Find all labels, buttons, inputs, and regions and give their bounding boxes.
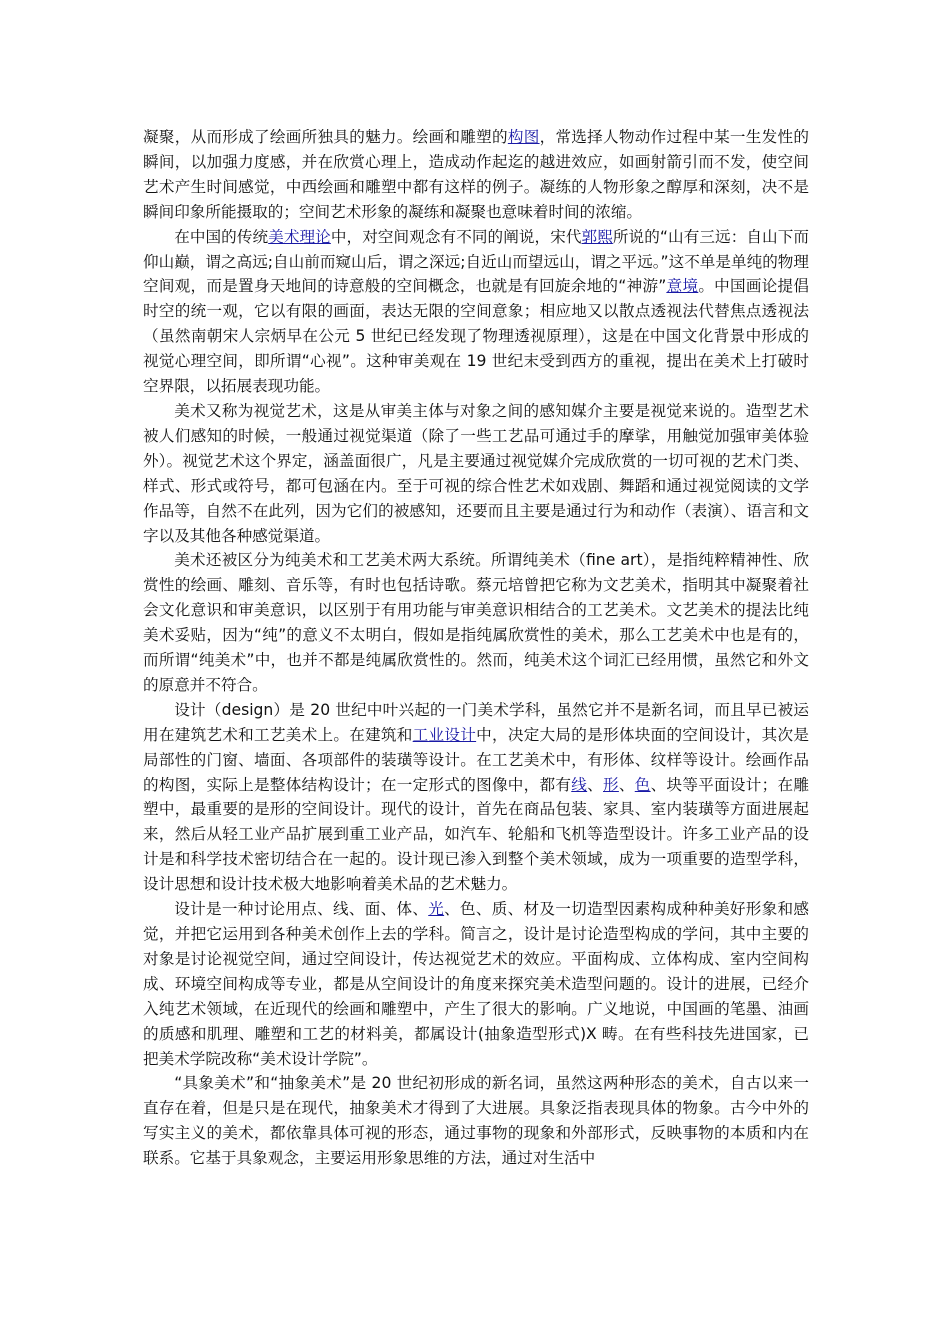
term-link[interactable]: 线 bbox=[571, 775, 588, 794]
paragraph-text: 在中国的传统 bbox=[174, 227, 269, 246]
paragraph-text: 、 bbox=[587, 775, 603, 794]
paragraph-text: “具象美术”和“抽象美术”是 20 世纪初形成的新名词，虽然这两种形态的美术，自古以来一直存在着，但是只是在现代，抽象美术才得到了大进展。具象泛指表现具体的物象。古今中外的写实主义的美术，都依靠具体可视的形态，通过事物的现象和外部形式，反映事物的本质和内在联系。它基于具象观念，主要运用形象思维的方法，通过对生活中 bbox=[143, 1074, 809, 1168]
paragraph-text: 、色、质、材及一切造型因素构成种种美好形象和感觉，并把它运用到各种美术创作上去的学科。简言之，设计是讨论造型构成的学问，其中主要的对象是讨论视觉空间，通过空间设计，传达视觉艺术的效应。平面构成、立体构成、室内空间构成、环境空间构成等专业，都是从空间设计的角度来探究美术造型问题的。设计的进展，已经介入纯艺术领域，在近现代的绘画和雕塑中，产生了很大的影响。广义地说，中国画的笔墨、油画的质感和肌理、雕塑和工艺的材料美，都属设计(抽象造型形式)X 畴。在有些科技先进国家，已把美术学院改称“美术设计学院”。 bbox=[143, 900, 809, 1068]
paragraph-text: 、 bbox=[618, 775, 635, 794]
term-link[interactable]: 光 bbox=[428, 900, 445, 919]
paragraph-text: 设计（design）是 20 世纪中叶兴起的一门美术学科，虽然它并不是新名词，而且早已被运用在建筑艺术和工艺美术上。在建筑和 bbox=[143, 700, 809, 744]
document-body bbox=[143, 125, 809, 1171]
paragraph bbox=[143, 1071, 809, 1171]
term-link[interactable]: 郭熙 bbox=[581, 227, 613, 246]
paragraph bbox=[143, 225, 809, 399]
paragraph-text: 美术还被区分为纯美术和工艺美术两大系统。所谓纯美术（fine art），是指纯粹精神性、欣赏性的绘画、雕刻、音乐等，有时也包括诗歌。蔡元培曾把它称为文艺美术，指明其中凝聚着社会文化意识和审美意识，以区别于有用功能与审美意识相结合的工艺美术。文艺美术的提法比纯美术妥贴，因为“纯”的意义不太明白，假如是指纯属欣赏性的美术，那么工艺美术中也是有的，而所谓“纯美术”中，也并不都是纯属欣赏性的。然而，纯美术这个词汇已经用惯，虽然它和外文的原意并不符合。 bbox=[143, 551, 809, 694]
paragraph-text: 设计是一种讨论用点、线、面、体、 bbox=[174, 900, 429, 919]
paragraph bbox=[143, 897, 809, 1071]
paragraph-text: 凝聚，从而形成了绘画所独具的魅力。绘画和雕塑的 bbox=[143, 128, 508, 146]
paragraph-text: 中，决定大局的是形体块面的空间设计，其次是局部性的门窗、墙面、各项部件的装璜等设计。在工艺美术中，有形体、纹样等设计。绘画作品的构图，实际上是整体结构设计；在一定形式的图像中，都有 bbox=[143, 725, 809, 794]
paragraph-text: 美术又称为视觉艺术，这是从审美主体与对象之间的感知媒介主要是视觉来说的。造型艺术被人们感知的时候，一般通过视觉渠道（除了一些工艺品可通过手的摩挲，用触觉加强审美体验外）。视觉艺术这个界定，涵盖面很广，凡是主要通过视觉媒介完成欣赏的一切可视的艺术门类、样式、形式或符号，都可包涵在内。至于可视的综合性艺术如戏剧、舞蹈和通过视觉阅读的文学作品等，自然不在此列，因为它们的被感知，还要而且主要是通过行为和动作（表演）、语言和文字以及其他各种感觉渠道。 bbox=[143, 401, 809, 545]
paragraph bbox=[143, 399, 809, 548]
paragraph-text: 所说的“山有三远：自山下而仰山巅，谓之高远;自山前而窥山后，谓之深远;自近山而望远山，谓之平远。”这不单是单纯的物理空间观，而是置身天地间的诗意般的空间概念，也就是有回旋余地的“神游” bbox=[143, 227, 809, 296]
paragraph bbox=[143, 698, 809, 897]
term-link[interactable]: 工业设计 bbox=[412, 725, 477, 744]
term-link[interactable]: 色 bbox=[634, 775, 651, 794]
paragraph-text: ，常选择人物动作过程中某一生发性的瞬间，以加强力度感，并在欣赏心理上，造成动作起迄的越进效应，如画射箭引而不发，使空间艺术产生时间感觉，中西绘画和雕塑中都有这样的例子。凝练的人物形象之醇厚和深刻，决不是瞬间印象所能摄取的；空间艺术形象的凝练和凝聚也意味着时间的浓缩。 bbox=[143, 128, 809, 221]
term-link[interactable]: 意境 bbox=[666, 277, 699, 296]
paragraph-text: 。中国画论提倡时空的统一观，它以有限的画面，表达无限的空间意象；相应地又以散点透视法代替焦点透视法（虽然南朝宋人宗炳早在公元 5 世纪已经发现了物理透视原理），这是在中国文化背景中形成的视觉心理空间，即所谓“心视”。这种审美观在 19 世纪末受到西方的重视，提出在美术上打破时空界限，以拓展表现功能。 bbox=[143, 277, 809, 396]
paragraph-text: 中，对空间观念有不同的阐说，宋代 bbox=[330, 227, 582, 246]
paragraph bbox=[143, 125, 809, 225]
term-link[interactable]: 构图 bbox=[507, 128, 540, 146]
term-link[interactable]: 形 bbox=[603, 775, 619, 794]
paragraph bbox=[143, 548, 809, 697]
paragraph-text: 、块等平面设计；在雕塑中，最重要的是形的空间设计。现代的设计，首先在商品包装、家具、室内装璜等方面进展起来，然后从轻工业产品扩展到重工业产品，如汽车、轮船和飞机等造型设计。许多工业产品的设计是和科学技术密切结合在一起的。设计现已渗入到整个美术领域，成为一项重要的造型学科，设计思想和设计技术极大地影响着美术品的艺术魅力。 bbox=[143, 775, 809, 894]
term-link[interactable]: 美术理论 bbox=[268, 227, 331, 246]
